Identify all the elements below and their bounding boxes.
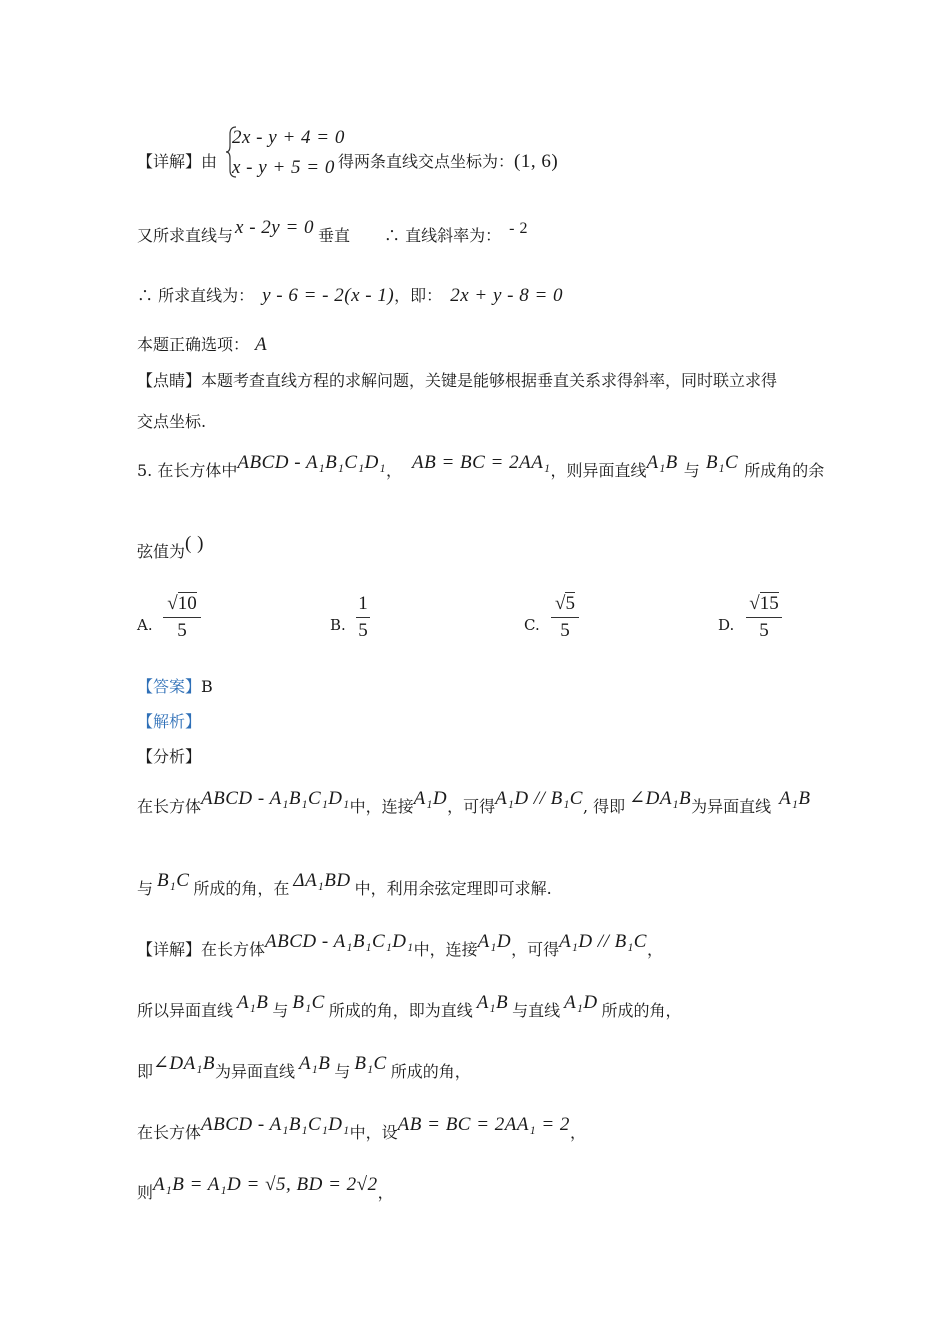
option-c-denominator: 5	[560, 620, 570, 641]
option-c-numerator: 5	[565, 593, 575, 614]
xj-l2-b: 与	[272, 1001, 289, 1020]
detail-label	[137, 150, 217, 174]
perpendicular-line	[137, 217, 528, 249]
result-expr-1: y - 6 = - 2(x - 1)	[262, 285, 395, 306]
xj-l1-ad: A₁D	[477, 931, 512, 952]
q5-line-a1b: A₁B	[646, 452, 678, 473]
xj-l4-c: ，	[569, 1123, 586, 1142]
q5-box: ABCD - A₁B₁C₁D₁	[237, 452, 386, 473]
comment-line-1: 【点睛】本题考查直线方程的求解问题，关键是能够根据垂直关系求得斜率，同时联立求得	[137, 371, 778, 390]
q5-line2-text: 弦值为	[137, 542, 186, 561]
intersection-text	[338, 150, 558, 174]
fenxi-line-1	[137, 788, 811, 819]
xj-l2-ab2: A₁B	[476, 992, 509, 1013]
fenxi-l2-b: 所成的角，在	[193, 879, 290, 898]
xj-l4-a: 在长方体	[137, 1123, 202, 1142]
q5-prefix: 5. 在长方体中	[137, 461, 238, 480]
fenxi-l1-c: ，可得	[447, 797, 496, 816]
xj-l4-condition: AB = BC = 2AA₁ = 2	[397, 1114, 570, 1135]
perp-expr: x - 2y = 0	[235, 217, 315, 238]
xj-l1-a: 【详解】在长方体	[137, 940, 266, 959]
option-c-label: C.	[524, 616, 540, 634]
xiangjie-line-5	[137, 1174, 394, 1205]
q5-line-b1c: B₁C	[705, 452, 739, 473]
xj-l2-bc: B₁C	[292, 992, 325, 1013]
option-b-label: B.	[330, 616, 346, 634]
q5-condition: AB = BC = 2AA₁	[412, 452, 551, 473]
option-a-fraction: √10 5	[163, 592, 201, 642]
intersection-point: (1, 6)	[514, 151, 559, 172]
xj-l3-c: 与	[334, 1062, 351, 1081]
fenxi-l1-d: , 得即	[582, 797, 626, 816]
option-a-denominator: 5	[177, 620, 187, 641]
option-b-numerator: 1	[358, 593, 368, 614]
xj-l4-box: ABCD - A₁B₁C₁D₁	[201, 1114, 350, 1135]
analysis-tag: 【解析】	[137, 712, 202, 731]
xj-l3-d: 所成的角，	[390, 1062, 471, 1081]
comment-line-2: 交点坐标.	[137, 412, 207, 431]
fenxi-l2-triangle: ΔA₁BD	[293, 870, 351, 891]
answer-tag: 【答案】	[137, 677, 202, 696]
option-a-numerator: 10	[177, 593, 197, 614]
fenxi-l1-parallel: A₁D // B₁C	[495, 788, 583, 809]
q5-paren: ( )	[185, 533, 204, 554]
xj-l1-d: ，	[646, 940, 663, 959]
option-d-denominator: 5	[759, 620, 769, 641]
fenxi-l2-bc: B₁C	[157, 870, 190, 891]
xj-l3-ab: A₁B	[299, 1053, 331, 1074]
xj-l2-ad: A₁D	[564, 992, 598, 1013]
xj-l3-angle: ∠DA₁B	[153, 1053, 215, 1074]
fenxi-l2-c: 中，利用余弦定理即可求解.	[354, 879, 552, 898]
xj-l5-b: ，	[377, 1183, 394, 1202]
option-b-fraction	[356, 592, 370, 642]
option-d-numerator: 15	[759, 593, 779, 614]
xj-l5-a: 则	[137, 1183, 154, 1202]
fenxi-l1-e: 为异面直线	[691, 797, 772, 816]
xj-l2-ab: A₁B	[237, 992, 269, 1013]
xiangjie-line-3	[137, 1053, 471, 1084]
q5-text-b: 与	[683, 461, 700, 480]
question-5-line-1	[137, 452, 825, 483]
xj-l1-parallel: A₁D // B₁C	[559, 931, 647, 952]
perp-text-a: 又所求直线与	[137, 226, 234, 245]
option-c-fraction: √5 5	[551, 592, 579, 642]
xj-l4-b: 中，设	[349, 1123, 398, 1142]
fenxi-line-2	[137, 870, 552, 901]
option-c[interactable]	[524, 592, 594, 644]
fenxi-l1-box: ABCD - A₁B₁C₁D₁	[201, 788, 350, 809]
fenxi-l1-ab: A₁B	[779, 788, 811, 809]
xj-l1-box: ABCD - A₁B₁C₁D₁	[265, 931, 414, 952]
option-a[interactable]	[137, 592, 217, 644]
xj-l1-b: 中，连接	[413, 940, 478, 959]
fenxi-l1-ad: A₁D	[413, 788, 448, 809]
option-b[interactable]	[330, 592, 390, 644]
xiangjie-line-2	[137, 992, 682, 1023]
result-text-a: ∴ 所求直线为：	[137, 286, 255, 305]
answer-line	[137, 675, 213, 699]
correct-option-value: A	[255, 334, 268, 355]
result-text-b: ，即：	[394, 286, 443, 305]
result-expr-2: 2x + y - 8 = 0	[450, 285, 564, 306]
option-d-label: D.	[718, 616, 735, 634]
option-d[interactable]	[718, 592, 798, 644]
perp-text-b: 垂直	[318, 226, 351, 245]
system-equation-2: x - y + 5 = 0	[232, 157, 335, 178]
detail-label-text: 【详解】由	[137, 152, 218, 171]
slope-value: - 2	[509, 220, 528, 237]
q5-text-c: 所成角的余	[744, 461, 825, 480]
slope-label: ∴ 直线斜率为：	[384, 226, 502, 245]
fenxi-tag: 【分析】	[137, 747, 202, 766]
result-line	[137, 284, 563, 308]
q5-text-a: ，则异面直线	[550, 461, 647, 480]
answer-value: B	[201, 677, 213, 696]
xj-l2-c: 所成的角，即为直线	[328, 1001, 473, 1020]
xj-l2-d: 与直线	[512, 1001, 561, 1020]
xj-l3-bc: B₁C	[354, 1053, 387, 1074]
system-equation-1: 2x - y + 4 = 0	[232, 127, 345, 148]
correct-option-label: 本题正确选项：	[137, 335, 250, 354]
xj-l5-expr: A₁B = A₁D = √5, BD = 2√2	[153, 1174, 378, 1195]
option-b-denominator: 5	[358, 620, 368, 641]
xiangjie-line-4	[137, 1114, 586, 1145]
correct-option-line	[137, 333, 267, 357]
option-a-label: A.	[137, 616, 153, 634]
xj-l1-c: ，可得	[511, 940, 560, 959]
question-5-line-2	[137, 533, 204, 564]
xj-l2-a: 所以异面直线	[137, 1001, 234, 1020]
q5-comma: ，	[385, 461, 402, 480]
fenxi-l1-angle: ∠DA₁B	[629, 788, 692, 809]
xj-l3-b: 为异面直线	[214, 1062, 295, 1081]
fenxi-l1-a: 在长方体	[137, 797, 202, 816]
fenxi-l1-b: 中，连接	[349, 797, 414, 816]
intersection-label: 得两条直线交点坐标为：	[338, 152, 515, 171]
xj-l2-e: 所成的角，	[601, 1001, 682, 1020]
fenxi-l2-a: 与	[137, 879, 154, 898]
xj-l3-a: 即	[137, 1062, 154, 1081]
xiangjie-line-1	[137, 931, 663, 962]
option-d-fraction: √15 5	[746, 592, 782, 642]
